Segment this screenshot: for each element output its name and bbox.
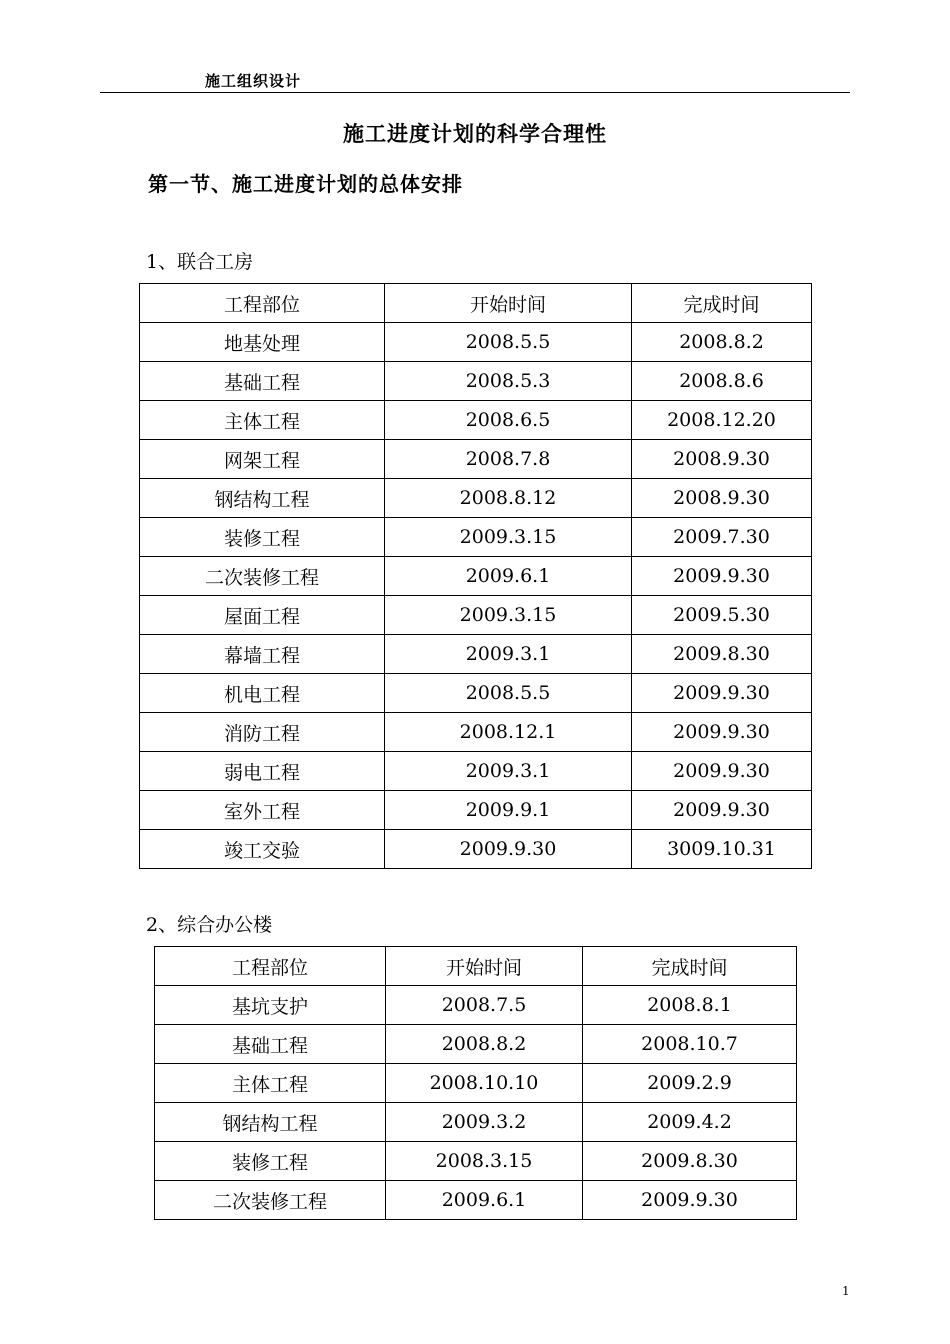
table-cell: 2009.9.1 [385, 791, 632, 830]
table-cell: 2009.3.15 [385, 518, 632, 557]
table-cell: 2009.9.30 [632, 713, 812, 752]
table-row [140, 752, 812, 791]
table-cell: 地基处理 [140, 323, 385, 362]
table-cell: 屋面工程 [140, 596, 385, 635]
column-header: 完成时间 [583, 947, 797, 986]
table-cell: 2009.3.1 [385, 635, 632, 674]
table-cell: 2008.8.2 [632, 323, 812, 362]
table-cell: 竣工交验 [140, 830, 385, 869]
table-row [155, 1142, 797, 1181]
table-row [140, 713, 812, 752]
header-title: 施工组织设计 [205, 72, 302, 90]
document-title: 施工进度计划的科学合理性 [343, 122, 607, 146]
table-row [140, 362, 812, 401]
schedule-table-joint-workshop [139, 283, 812, 869]
table-cell: 2008.5.5 [385, 323, 632, 362]
column-header: 工程部位 [140, 284, 385, 323]
section-title: 第一节、施工进度计划的总体安排 [148, 172, 463, 196]
table-cell: 2009.9.30 [632, 791, 812, 830]
table-cell: 弱电工程 [140, 752, 385, 791]
table-cell: 2009.9.30 [632, 557, 812, 596]
table-cell: 网架工程 [140, 440, 385, 479]
table-cell: 2008.10.7 [583, 1025, 797, 1064]
table-cell: 2009.9.30 [583, 1181, 797, 1220]
table-cell: 2009.9.30 [385, 830, 632, 869]
table-cell: 2008.5.5 [385, 674, 632, 713]
table-cell: 2009.9.30 [632, 752, 812, 791]
table-cell: 2009.8.30 [632, 635, 812, 674]
page-header [100, 62, 850, 93]
table-cell: 2009.5.30 [632, 596, 812, 635]
table-cell: 基坑支护 [155, 986, 386, 1025]
table-row [140, 557, 812, 596]
table-cell: 2008.12.20 [632, 401, 812, 440]
table-cell: 2008.3.15 [386, 1142, 583, 1181]
table-row [155, 1025, 797, 1064]
table-cell: 2009.8.30 [583, 1142, 797, 1181]
table-cell: 2008.9.30 [632, 479, 812, 518]
table-cell: 装修工程 [140, 518, 385, 557]
table-cell: 2009.3.2 [386, 1103, 583, 1142]
page-number: 1 [842, 1284, 850, 1298]
table-cell: 2009.4.2 [583, 1103, 797, 1142]
table-cell: 2008.8.1 [583, 986, 797, 1025]
table-row [155, 986, 797, 1025]
column-header: 工程部位 [155, 947, 386, 986]
table-row [140, 323, 812, 362]
table-cell: 室外工程 [140, 791, 385, 830]
table-cell: 装修工程 [155, 1142, 386, 1181]
table-cell: 2008.8.12 [385, 479, 632, 518]
table-cell: 消防工程 [140, 713, 385, 752]
column-header: 完成时间 [632, 284, 812, 323]
table-row [155, 1181, 797, 1220]
table-2-caption: 2、综合办公楼 [146, 914, 273, 936]
table-row [140, 479, 812, 518]
table-cell: 钢结构工程 [140, 479, 385, 518]
table-cell: 2009.7.30 [632, 518, 812, 557]
table-cell: 钢结构工程 [155, 1103, 386, 1142]
table-cell: 2009.6.1 [386, 1181, 583, 1220]
table-cell: 2008.8.6 [632, 362, 812, 401]
table-row [140, 830, 812, 869]
table-row [155, 1103, 797, 1142]
table-cell: 2009.3.1 [385, 752, 632, 791]
table-row [155, 1064, 797, 1103]
table-cell: 2008.12.1 [385, 713, 632, 752]
table-row [140, 635, 812, 674]
table-row [140, 518, 812, 557]
table-row [140, 674, 812, 713]
table-cell: 基础工程 [155, 1025, 386, 1064]
table-row [140, 791, 812, 830]
schedule-table-office-building [154, 946, 797, 1220]
table-cell: 2008.10.10 [386, 1064, 583, 1103]
table-header-row [140, 284, 812, 323]
table-cell: 2008.9.30 [632, 440, 812, 479]
table-cell: 2008.8.2 [386, 1025, 583, 1064]
table-row [140, 596, 812, 635]
table-cell: 2009.9.30 [632, 674, 812, 713]
table-1-caption: 1、联合工房 [146, 251, 254, 273]
table-cell: 机电工程 [140, 674, 385, 713]
table-row [140, 401, 812, 440]
table-header-row [155, 947, 797, 986]
table-cell: 2008.7.8 [385, 440, 632, 479]
table-cell: 二次装修工程 [140, 557, 385, 596]
table-cell: 二次装修工程 [155, 1181, 386, 1220]
table-cell: 幕墙工程 [140, 635, 385, 674]
table-cell: 3009.10.31 [632, 830, 812, 869]
table-cell: 2009.3.15 [385, 596, 632, 635]
column-header: 开始时间 [386, 947, 583, 986]
table-cell: 2008.6.5 [385, 401, 632, 440]
table-cell: 2008.5.3 [385, 362, 632, 401]
column-header: 开始时间 [385, 284, 632, 323]
table-cell: 主体工程 [140, 401, 385, 440]
table-row [140, 440, 812, 479]
table-cell: 2009.2.9 [583, 1064, 797, 1103]
table-cell: 2009.6.1 [385, 557, 632, 596]
table-cell: 2008.7.5 [386, 986, 583, 1025]
table-cell: 基础工程 [140, 362, 385, 401]
table-cell: 主体工程 [155, 1064, 386, 1103]
